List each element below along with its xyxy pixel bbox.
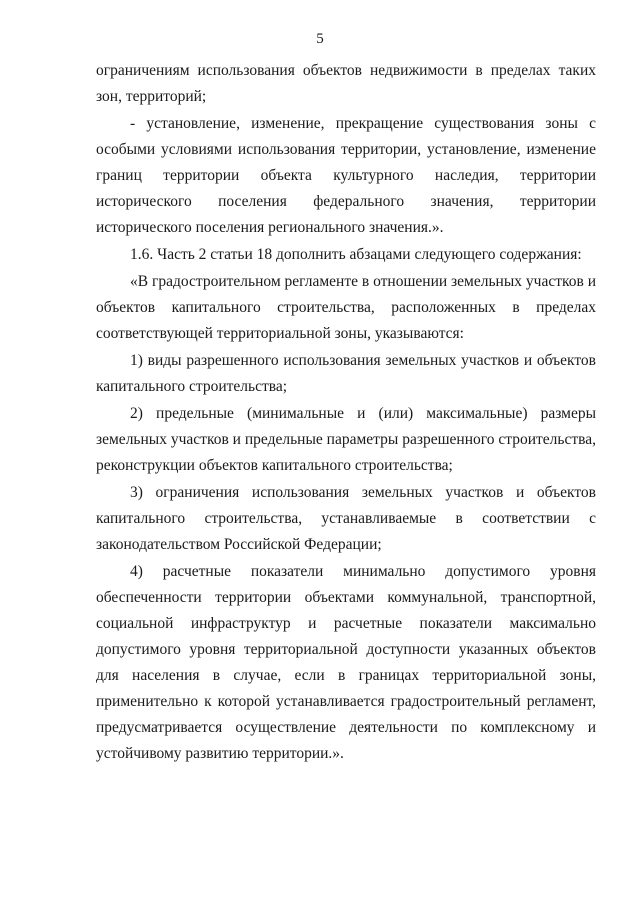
list-item-2: 2) предельные (минимальные и (или) максимальные) размеры земельных участков и предельные параметры разрешенного строительства, реконструкции объектов капитального строительства; (96, 405, 596, 474)
list-item-4: 4) расчетные показатели минимально допустимого уровня обеспеченности территории объектами коммунальной, транспортной, социальной инфраструктур и расчетные показатели максимально допустимого уровня территориальной доступности указанных объектов для населения в случае, если в границах территориальной зоны, применительно к которой устанавливается градостроительный регламент, предусматривается осуществление деятельности по комплексному и устойчивому развитию территории.». (96, 563, 596, 762)
paragraph-regulation-intro: «В градостроительном регламенте в отношении земельных участков и объектов капитального строительства, расположенных в пределах соответствующей территориальной зоны, указываются: (96, 273, 596, 342)
paragraph-continuation: ограничениям использования объектов недвижимости в пределах таких зон, территорий; (96, 62, 596, 105)
paragraph-amendment-1-6: 1.6. Часть 2 статьи 18 дополнить абзацами следующего содержания: (130, 246, 582, 263)
document-body (96, 58, 596, 767)
list-item-3: 3) ограничения использования земельных участков и объектов капитального строительства, устанавливаемые в соответствии с законодательством Российской Федерации; (96, 484, 596, 553)
list-item-1: 1) виды разрешенного использования земельных участков и объектов капитального строительства; (96, 352, 596, 395)
page-number: 5 (316, 31, 324, 47)
paragraph-zone-establishment: - установление, изменение, прекращение существования зоны с особыми условиями использования территории, установление, изменение границ территории объекта культурного наследия, территории исторического поселения федерального значения, территории исторического поселения регионального значения.». (96, 115, 596, 236)
